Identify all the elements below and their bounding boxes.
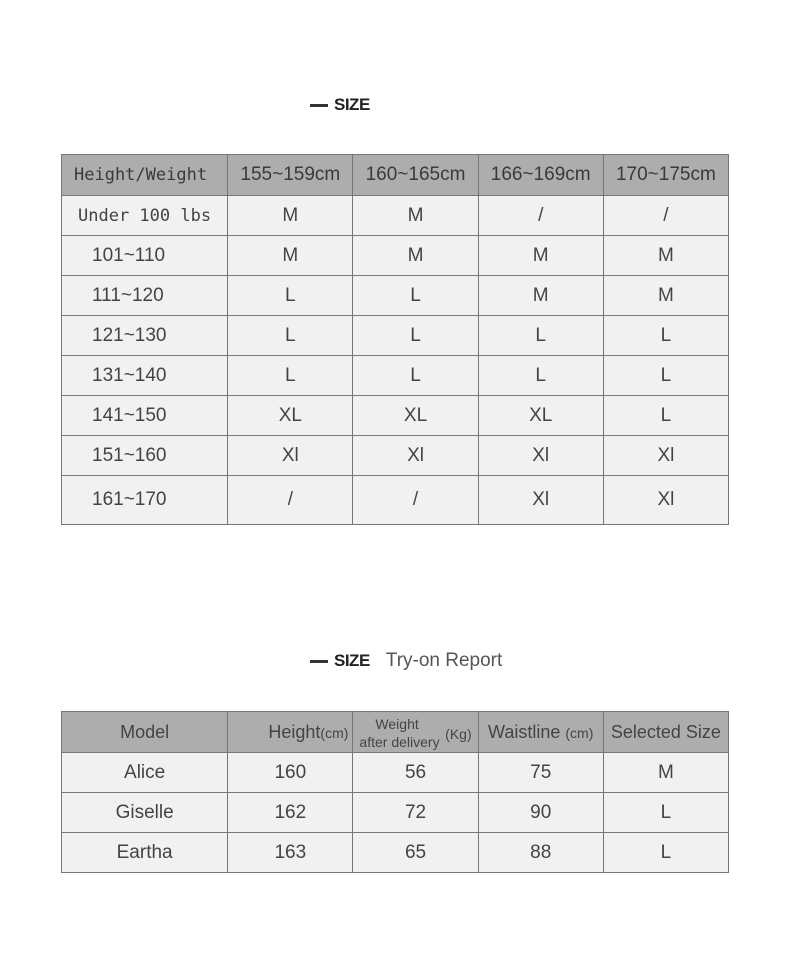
header-height-unit: (cm) [320,724,349,741]
header-waistline [478,712,603,753]
header-height-range: 160~165cm [353,155,478,196]
header-height [228,712,353,753]
size-cell: L [353,276,478,316]
size-cell: M [478,276,603,316]
try-on-subtitle: Try-on Report [385,650,503,671]
table-row [62,436,729,476]
model-weight: 65 [353,833,478,873]
size-cell: / [228,476,353,525]
size-cell: L [478,316,603,356]
try-on-title-text: SIZE [334,651,370,670]
header-waistline-unit: (cm) [565,724,594,741]
size-cell: M [228,236,353,276]
table-row [62,196,729,236]
header-waistline-label: Waistline [488,721,561,742]
header-height-weight: Height/Weight [62,155,228,196]
weight-label: 121~130 [62,316,228,356]
model-height: 162 [228,793,353,833]
table-row [62,236,729,276]
size-cell: Xl [603,476,728,525]
model-waistline: 75 [478,753,603,793]
size-section-title [310,95,370,115]
size-cell: L [228,356,353,396]
try-on-header-row [62,712,729,753]
table-row [62,476,729,525]
model-name: Alice [62,753,228,793]
try-on-report-table [61,711,729,873]
header-model [62,712,228,753]
weight-label: 111~120 [62,276,228,316]
try-on-section-title [310,650,502,672]
size-cell: M [603,236,728,276]
weight-label: 161~170 [62,476,228,525]
weight-label: 141~150 [62,396,228,436]
header-height-range: 155~159cm [228,155,353,196]
header-height-range: 166~169cm [478,155,603,196]
size-cell: L [228,276,353,316]
header-selected-size [603,712,728,753]
header-weight-label: Weight [375,716,419,732]
size-chart-table [61,154,729,525]
model-selected-size: L [603,833,728,873]
table-row [62,396,729,436]
table-row [62,793,729,833]
size-cell: XL [353,396,478,436]
size-cell: Xl [603,436,728,476]
table-row [62,356,729,396]
model-height: 163 [228,833,353,873]
model-name: Giselle [62,793,228,833]
size-cell: M [353,196,478,236]
weight-label: 131~140 [62,356,228,396]
model-waistline: 90 [478,793,603,833]
size-cell: XL [478,396,603,436]
model-height: 160 [228,753,353,793]
size-cell: M [478,236,603,276]
header-selected-size-label: Selected Size [610,721,721,742]
weight-label: 101~110 [62,236,228,276]
size-cell: L [353,316,478,356]
size-cell: M [603,276,728,316]
title-dash [310,660,328,663]
header-model-label: Model [120,721,170,742]
title-dash [310,104,328,107]
size-cell: L [353,356,478,396]
header-weight-unit: (Kg) [445,726,472,742]
size-cell: / [603,196,728,236]
size-chart-header-row [62,155,729,196]
model-weight: 72 [353,793,478,833]
size-cell: L [603,356,728,396]
header-height-label: Height [268,721,321,742]
model-selected-size: M [603,753,728,793]
weight-label: 151~160 [62,436,228,476]
model-selected-size: L [603,793,728,833]
size-cell: Xl [353,436,478,476]
model-name: Eartha [62,833,228,873]
size-cell: M [228,196,353,236]
table-row [62,316,729,356]
size-cell: L [603,396,728,436]
weight-label: Under 100 lbs [62,196,228,236]
size-cell: / [353,476,478,525]
size-title-text: SIZE [334,95,370,114]
model-weight: 56 [353,753,478,793]
size-cell: M [353,236,478,276]
table-row [62,276,729,316]
size-cell: Xl [478,476,603,525]
table-row [62,753,729,793]
header-weight [353,712,478,753]
size-cell: Xl [478,436,603,476]
header-weight-sublabel: after delivery [359,734,440,750]
size-cell: XL [228,396,353,436]
size-cell: L [228,316,353,356]
size-cell: L [478,356,603,396]
size-cell: Xl [228,436,353,476]
size-cell: / [478,196,603,236]
table-row [62,833,729,873]
size-cell: L [603,316,728,356]
model-waistline: 88 [478,833,603,873]
header-height-range: 170~175cm [603,155,728,196]
